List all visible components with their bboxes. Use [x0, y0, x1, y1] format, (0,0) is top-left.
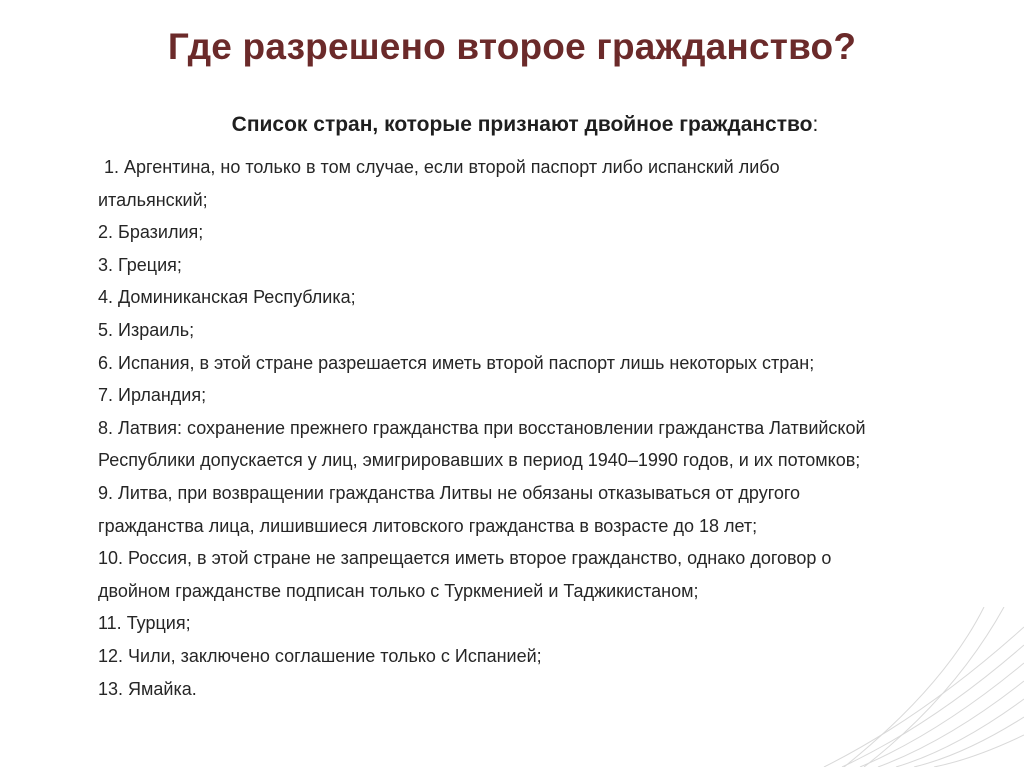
list-item: 10. Россия, в этой стране не запрещается иметь второе гражданство, однако договор о: [98, 548, 832, 569]
slide-title: Где разрешено второе гражданство?: [167, 26, 857, 67]
list-item: Республики допускается у лиц, эмигрировавших в период 1940–1990 годов, и их потомков;: [98, 450, 861, 471]
list-item: 1. Аргентина, но только в том случае, если второй паспорт либо испанский либо: [104, 157, 780, 177]
list-item: 2. Бразилия;: [98, 222, 204, 243]
list-item: 4. Доминиканская Республика;: [98, 287, 356, 308]
list-item: 6. Испания, в этой стране разрешается иметь второй паспорт лишь некоторых стран;: [98, 352, 815, 373]
list-item: 5. Израиль;: [98, 319, 195, 340]
slide-subtitle-text: Список стран, которые признают двойное гражданство: [231, 113, 813, 136]
list-item: 3. Греция;: [98, 254, 182, 275]
list-item: 8. Латвия: сохранение прежнего гражданства при восстановлении гражданства Латвийской: [98, 417, 866, 438]
list-item: двойном гражданстве подписан только с Туркменией и Таджикистаном;: [98, 580, 699, 601]
countries-list: [98, 151, 998, 705]
list-item: итальянский;: [98, 189, 208, 210]
list-item: гражданства лица, лишившиеся литовского гражданства в возрасте до 18 лет;: [98, 515, 758, 536]
list-item: 7. Ирландия;: [98, 385, 207, 406]
list-item: 9. Литва, при возвращении гражданства Литвы не обязаны отказываться от другого: [98, 482, 801, 503]
list-item: 12. Чили, заключено соглашение только с Испанией;: [98, 645, 542, 666]
slide-subtitle: [0, 113, 1024, 137]
list-item: 13. Ямайка.: [98, 678, 197, 699]
slide-subtitle-colon: :: [812, 113, 819, 136]
list-item: 11. Турция;: [98, 613, 191, 634]
